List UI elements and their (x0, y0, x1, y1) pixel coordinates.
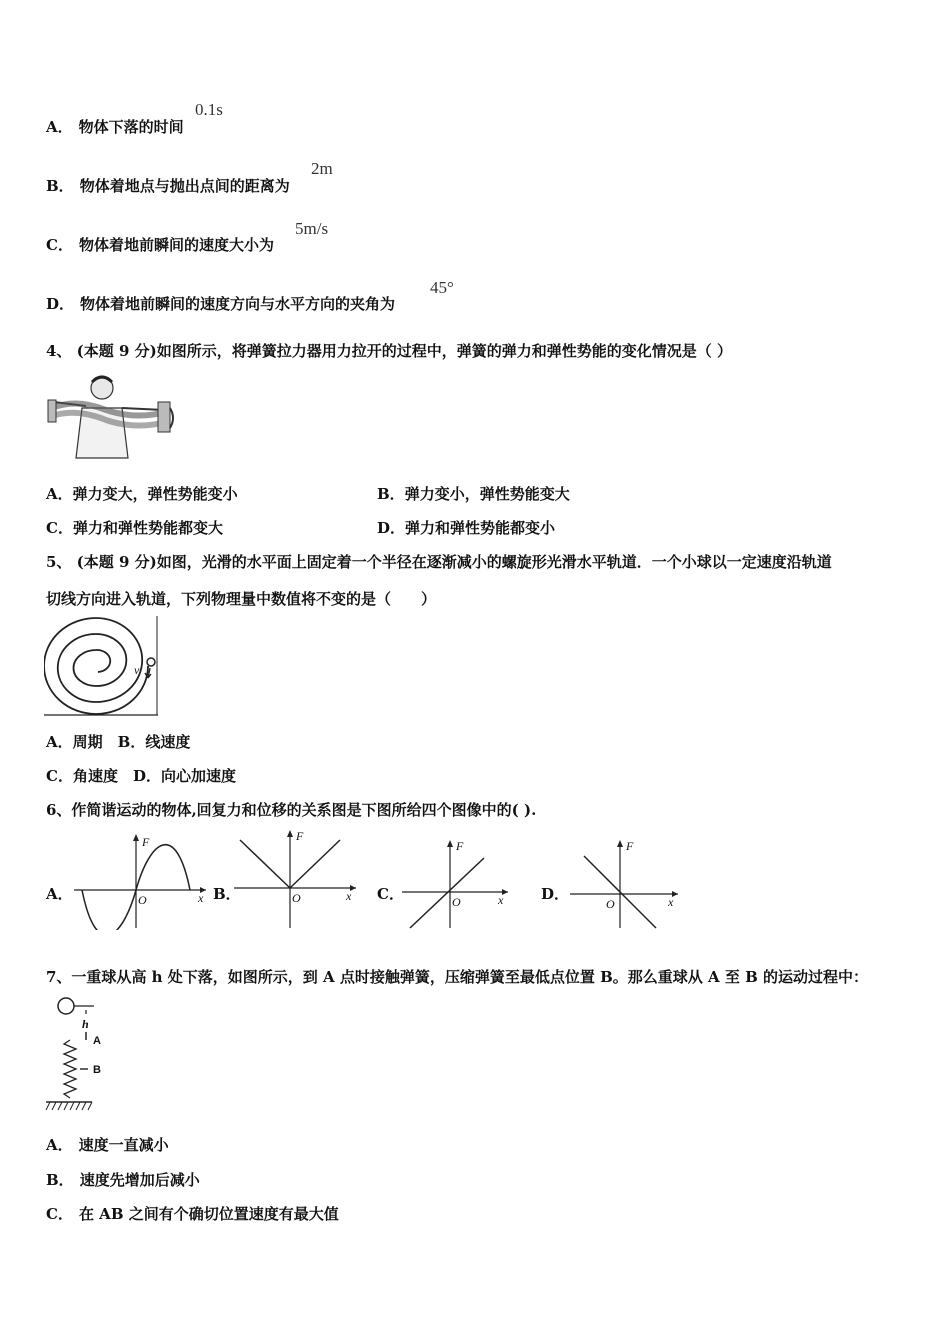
option-label: C． (46, 1205, 73, 1223)
option-label: C． (46, 519, 73, 537)
height-label: h (82, 1017, 89, 1031)
q3-option-b-formula: 2m (311, 159, 333, 178)
q3-option-c-formula: 5m/s (295, 219, 329, 238)
spring-expander-figure (46, 368, 178, 460)
option-label: D． (377, 519, 406, 537)
spiral-track (44, 618, 148, 714)
origin-label: O (452, 895, 461, 909)
point-b-label: B (93, 1064, 101, 1076)
axis-f-label: F (296, 829, 304, 843)
axis-f-label: F (142, 835, 150, 849)
spiral-track-figure (44, 616, 158, 716)
option-label: C． (46, 236, 73, 254)
option-label: A． (46, 485, 73, 503)
velocity-label: v (134, 663, 140, 677)
q6-graph-a (72, 830, 212, 930)
q5-options-row2: C．角速度 D．向心加速度 (46, 767, 236, 785)
q7-option-a (46, 1134, 169, 1155)
option-label: A． (46, 118, 73, 136)
q6-graph-d (568, 836, 682, 930)
option-label: B． (377, 485, 405, 503)
q3-option-a (46, 116, 184, 137)
falling-ball-spring-figure (44, 994, 104, 1112)
option-text: 物体着地前瞬间的速度大小为 (78, 236, 274, 254)
ball (58, 998, 74, 1014)
axis-f-label: F (456, 839, 464, 853)
option-text: 物体下落的时间 (78, 118, 184, 136)
option-text: 物体着地点与抛出点间的距离为 (79, 177, 290, 195)
axis-x-label: x (346, 889, 352, 903)
option-text: 物体着地前瞬间的速度方向与水平方向的夹角为 (80, 295, 396, 313)
q4-option-c (46, 517, 223, 538)
option-label: D． (46, 295, 75, 313)
q3-option-b (46, 175, 290, 196)
option-label: B． (46, 1171, 74, 1189)
option-text: 弹力变大，弹性势能变小 (72, 485, 238, 503)
q6-graph-d-label: D． (541, 885, 570, 903)
q6-graph-a-label: A． (46, 885, 73, 903)
q7-option-c (46, 1203, 339, 1224)
q3-option-d-formula: 45° (430, 278, 454, 297)
ball (147, 658, 155, 666)
q5-stem-line2: 切线方向进入轨道，下列物理量中数值将不变的是（ ） (46, 590, 437, 608)
q3-option-a-formula: 0.1s (195, 100, 223, 119)
option-text: 弹力和弹性势能都变小 (405, 519, 556, 537)
q7-stem: 7、一重球从高 h 处下落，如图所示，到 A 点时接触弹簧，压缩弹簧至最低点位置 B。那么重球从 A 至 B 的运动过程中： (46, 968, 868, 986)
q4-option-a (46, 483, 238, 504)
q3-option-d (46, 293, 395, 314)
axis-x-label: x (198, 891, 204, 905)
q7-option-b (46, 1169, 200, 1190)
origin-label: O (292, 891, 301, 905)
option-text: 速度先增加后减小 (79, 1171, 200, 1189)
spring-icon (64, 1040, 76, 1098)
option-label: B． (46, 177, 74, 195)
point-a-label: A (93, 1035, 101, 1047)
axis-x-label: x (668, 895, 674, 909)
q5-options-row1: A．周期 B．线速度 (46, 733, 191, 751)
q3-option-c (46, 234, 274, 255)
option-label: A． (46, 1136, 73, 1154)
axis-f-label: F (626, 839, 634, 853)
axis-x-label: x (498, 893, 504, 907)
q6-graph-b (232, 826, 362, 930)
q4-option-d (377, 517, 555, 538)
q6-stem: 6、作简谐运动的物体,回复力和位移的关系图是下图所给四个图像中的( ). (46, 801, 537, 819)
option-text: 弹力和弹性势能都变大 (72, 519, 223, 537)
q6-graph-c-label: C． (377, 885, 404, 903)
origin-label: O (606, 897, 615, 911)
q4-option-b (377, 483, 570, 504)
option-text: 速度一直减小 (78, 1136, 169, 1154)
q6-graph-b-label: B． (213, 885, 241, 903)
option-text: 在 AB 之间有个确切位置速度有最大值 (78, 1205, 339, 1223)
q4-stem: 4、 (本题 9 分)如图所示，将弹簧拉力器用力拉开的过程中，弹簧的弹力和弹性势能的变化情况是（ ） (46, 342, 732, 360)
q6-graph-c (400, 836, 512, 930)
origin-label: O (138, 893, 147, 907)
ground-hatch (46, 1102, 92, 1110)
option-text: 弹力变小，弹性势能变大 (404, 485, 570, 503)
q5-stem-line1: 5、 (本题 9 分)如图，光滑的水平面上固定着一个半径在逐渐减小的螺旋形光滑水平轨道．一个小球以一定速度沿轨道 (46, 553, 832, 571)
